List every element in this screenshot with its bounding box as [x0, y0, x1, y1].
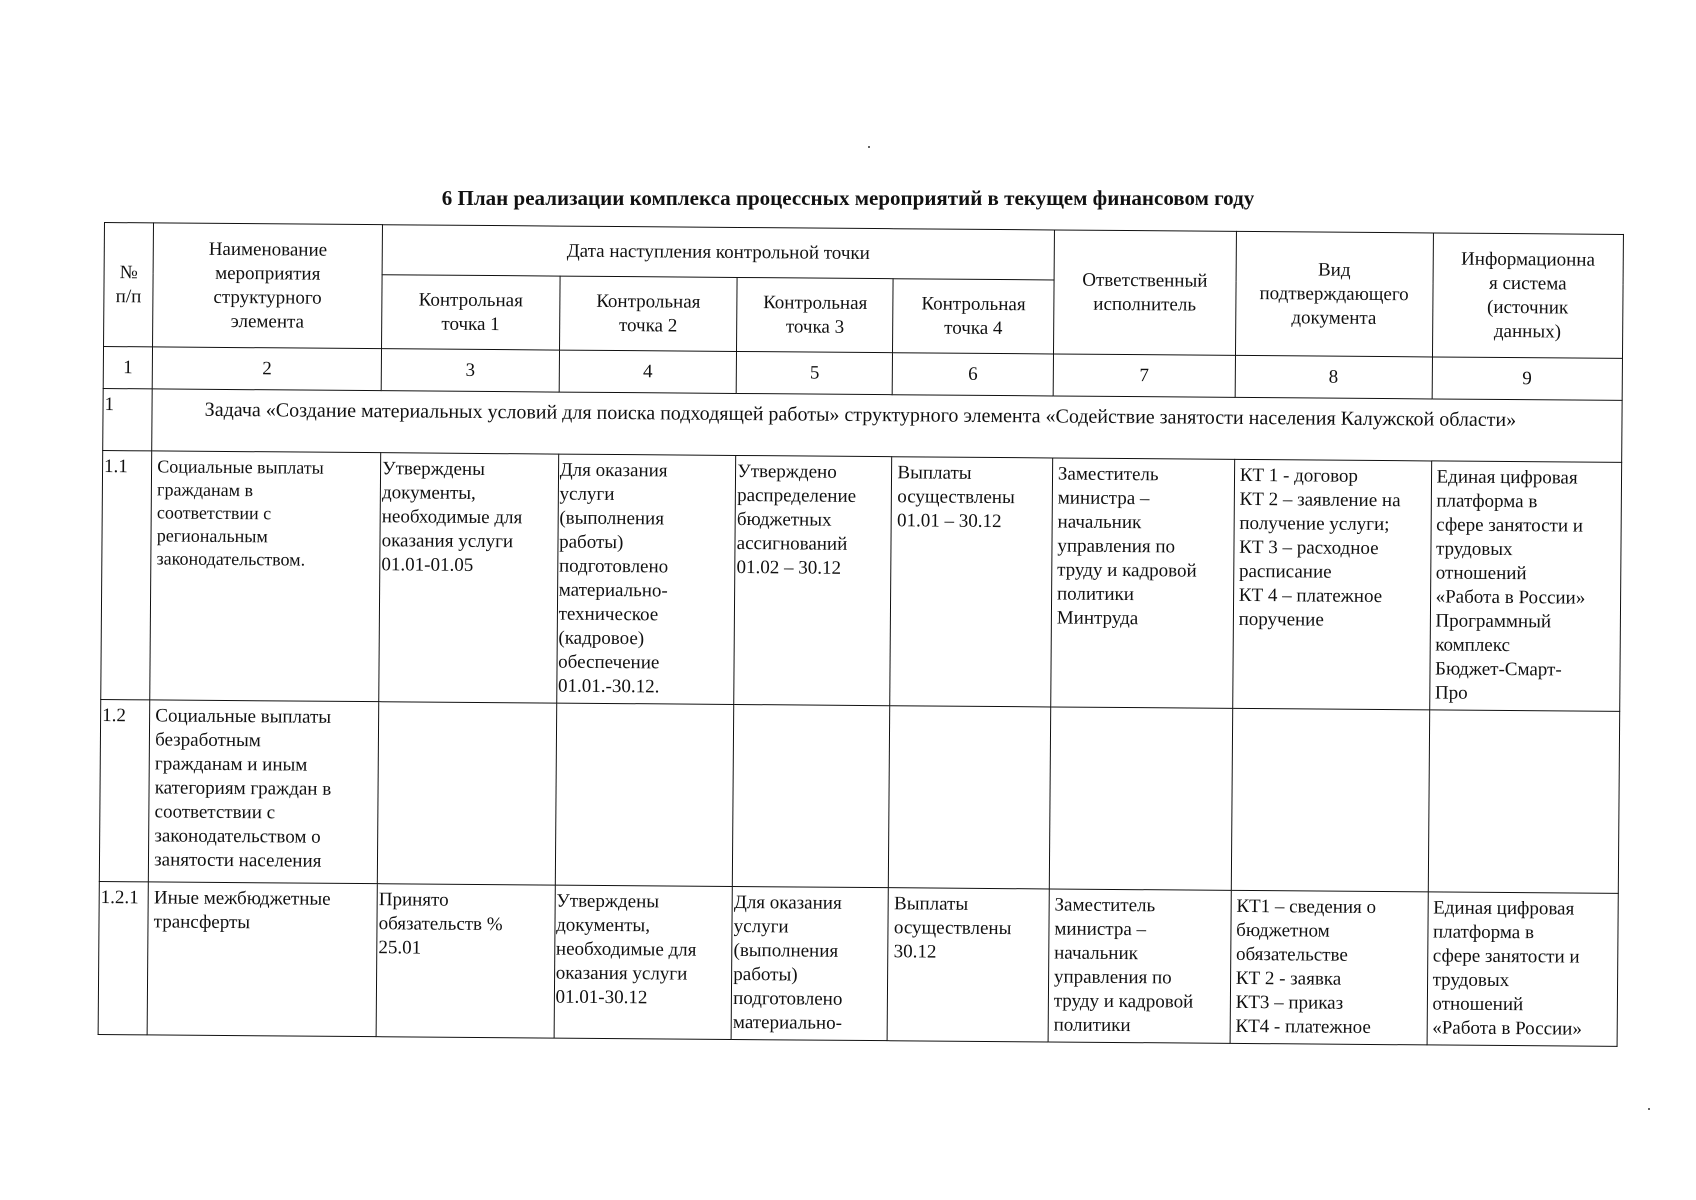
header-doc: Вид подтверждающего документа: [1235, 231, 1433, 357]
col-number: 7: [1053, 354, 1235, 397]
table-row: [101, 450, 1622, 711]
header-cp3: Контрольная точка 3: [737, 277, 894, 352]
scan-speck: [1648, 1108, 1650, 1110]
header-executor: Ответственный исполнитель: [1053, 230, 1236, 355]
row-name: Социальные выплаты гражданам в соответствии с региональным законодательством.: [150, 451, 381, 702]
row-cp1: [377, 702, 556, 885]
task-num: 1: [103, 388, 153, 450]
row-cp3: [733, 704, 891, 887]
row-name: Иные межбюджетные трансферты: [147, 882, 377, 1037]
row-num: 1.2: [99, 699, 150, 881]
col-number: 9: [1432, 357, 1623, 400]
row-cp1: Утверждены документы, необходимые для оказания услуги 01.01-01.05: [379, 453, 559, 703]
row-doc: КТ1 – сведения о бюджетном обязательстве КТ 2 - заявка КТ3 – приказ КТ4 - платежное: [1230, 890, 1428, 1045]
row-executor: Заместитель министра – начальник управления по труду и кадровой политики: [1048, 889, 1231, 1043]
row-system: Единая цифровая платформа в сфере занятости и трудовых отношений «Работа в России»: [1427, 892, 1619, 1046]
row-cp3: Для оказания услуги (выполнения работы) подготовлено материально-: [731, 886, 888, 1040]
row-cp2: Для оказания услуги (выполнения работы) подготовлено материально- техническое (кадровое) обеспечение 01.01.-30.12.: [556, 454, 736, 704]
header-cp2: Контрольная точка 2: [559, 276, 737, 351]
col-number: 3: [381, 349, 559, 392]
row-cp4: Выплаты осуществлены 01.01 – 30.12: [890, 457, 1052, 707]
header-cp1: Контрольная точка 1: [382, 275, 560, 350]
col-number: 4: [559, 350, 737, 393]
col-number: 8: [1235, 355, 1432, 399]
row-executor: Заместитель министра – начальник управления по труду и кадровой политики Минтруда: [1051, 458, 1235, 708]
header-cp4: Контрольная точка 4: [893, 279, 1054, 354]
row-cp1: Принято обязательств % 25.01: [376, 884, 555, 1038]
row-cp4: Выплаты осуществлены 30.12: [888, 888, 1050, 1042]
row-system: Единая цифровая платформа в сфере занятости и трудовых отношений «Работа в России» Программный комплекс Бюджет-Смарт- Про: [1429, 461, 1621, 711]
row-system: [1428, 710, 1620, 893]
row-cp3: Утверждено распределение бюджетных ассигнований 01.02 – 30.12: [734, 455, 892, 705]
table-row: [99, 699, 1619, 893]
header-name: Наименование мероприятия структурного элемента: [153, 223, 383, 349]
row-doc: КТ 1 - договор КТ 2 – заявление на получение услуги; КТ 3 – расходное расписание КТ 4 – платежное поручение: [1232, 459, 1431, 710]
header-num: № п/п: [104, 223, 154, 347]
col-number: 2: [152, 347, 381, 391]
col-number: 1: [103, 347, 153, 389]
plan-table: [98, 222, 1624, 1047]
row-cp2: [555, 703, 734, 886]
header-system: Информационна я система (источник данных): [1432, 233, 1623, 358]
row-cp4: [889, 706, 1051, 889]
task-text: Задача «Создание материальных условий для поиска подходящей работы» структурного элемента «Содействие занятости населения Калужской области»: [152, 389, 1622, 463]
row-doc: [1231, 708, 1429, 892]
row-num: 1.1: [101, 450, 152, 699]
row-executor: [1049, 707, 1232, 890]
document-title: 6 План реализации комплекса процессных мероприятий в текущем финансовом году: [441, 186, 1255, 210]
scan-speck: [868, 146, 870, 148]
col-number: 5: [736, 351, 892, 394]
row-num: 1.2.1: [98, 881, 148, 1034]
row-name: Социальные выплаты безработным гражданам и иным категориям граждан в соответствии с законодательством о занятости населения: [149, 700, 379, 884]
header-row-1: [104, 223, 1623, 285]
col-number: 6: [893, 353, 1054, 396]
header-date-group: Дата наступления контрольной точки: [382, 225, 1054, 280]
table-row: [98, 881, 1618, 1046]
row-cp2: Утверждены документы, необходимые для оказания услуги 01.01-30.12: [554, 885, 733, 1039]
